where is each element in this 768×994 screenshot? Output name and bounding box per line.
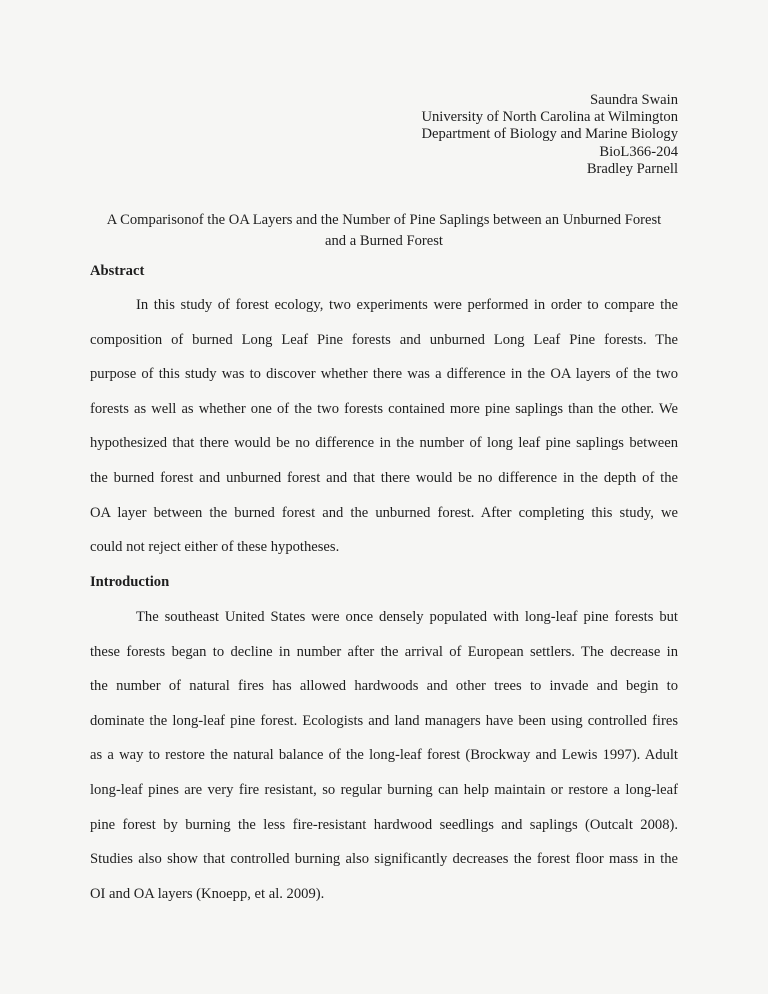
text-line: the burned forest and unburned forest and that there would be no difference in the depth of the xyxy=(90,470,678,486)
text-line: In this study of forest ecology, two experiments were performed in order to compare the xyxy=(136,297,678,313)
text-line: OA layer between the burned forest and the unburned forest. After completing this study, we xyxy=(90,504,678,521)
paper-title xyxy=(60,210,708,252)
text-line: the number of natural fires has allowed hardwoods and other trees to invade and begin to xyxy=(90,678,678,695)
text-line: composition of burned Long Leaf Pine forests and unburned Long Leaf Pine forests. The xyxy=(90,331,678,348)
text-line: OI and OA layers (Knoepp, et al. 2009). xyxy=(90,885,325,902)
university: University of North Carolina at Wilmington xyxy=(421,109,678,126)
text-line: forests as well as whether one of the two forests contained more pine saplings than the other. We xyxy=(90,400,678,417)
text-line: pine forest by burning the less fire-resistant hardwood seedlings and saplings (Outcalt 2008). xyxy=(90,816,678,833)
text-line: purpose of this study was to discover whether there was a difference in the OA layers of the two xyxy=(90,366,678,383)
text-line: could not reject either of these hypotheses. xyxy=(90,539,340,556)
text-line: these forests began to decline in number after the arrival of European settlers. The decrease in xyxy=(90,643,678,660)
title-line-1: A Comparisonof the OA Layers and the Number of Pine Saplings between an Unburned Forest xyxy=(106,212,662,228)
instructor-name: Bradley Parnell xyxy=(586,160,678,177)
text-line: long-leaf pines are very fire resistant, so regular burning can help maintain or restore a long-leaf xyxy=(90,782,678,798)
abstract-heading: Abstract xyxy=(90,263,145,279)
text-line: dominate the long-leaf pine forest. Ecologists and land managers have been using controlled fires xyxy=(90,712,678,729)
author-block xyxy=(421,92,678,178)
title-line-2: and a Burned Forest xyxy=(325,233,443,249)
text-line: as a way to restore the natural balance of the long-leaf forest (Brockway and Lewis 1997). Adult xyxy=(90,747,678,764)
text-line: hypothesized that there would be no difference in the number of long leaf pine saplings between xyxy=(90,435,678,452)
introduction-heading: Introduction xyxy=(90,574,170,590)
department: Department of Biology and Marine Biology xyxy=(421,126,678,143)
text-line: The southeast United States were once densely populated with long-leaf pine forests but xyxy=(136,609,678,625)
text-line: Studies also show that controlled burning also significantly decreases the forest floor mass in the xyxy=(90,851,678,868)
author-name: Saundra Swain xyxy=(590,92,678,108)
course-code: BioL366-204 xyxy=(599,143,678,160)
